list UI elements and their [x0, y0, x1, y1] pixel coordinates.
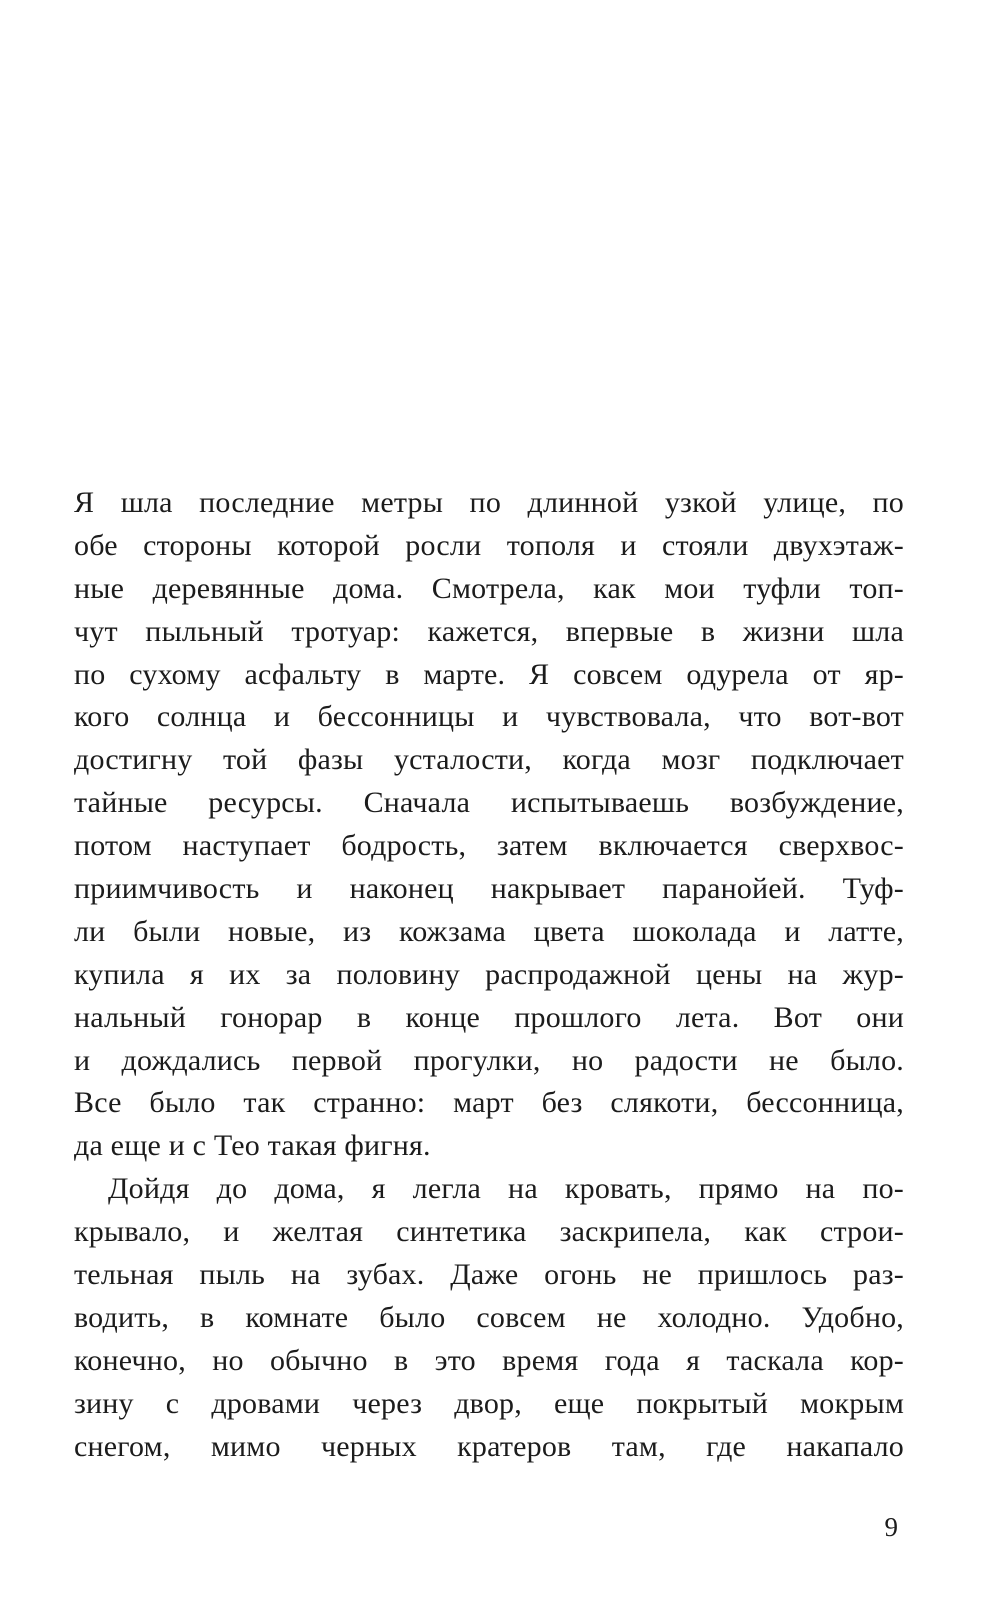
text-line: крывало, и желтая синтетика заскрипела, как строи-: [74, 1215, 904, 1249]
text-line: конечно, но обычно в это время года я таскала кор-: [74, 1343, 904, 1377]
text-line: по сухому асфальту в марте. Я совсем одурела от яр-: [74, 657, 904, 691]
page-number: 9: [884, 1512, 898, 1542]
text-line: купила я их за половину распродажной цены на жур-: [74, 957, 904, 991]
text-line: потом наступает бодрость, затем включается сверхвос-: [74, 829, 904, 863]
text-line: ные деревянные дома. Смотрела, как мои туфли топ-: [74, 571, 904, 605]
text-line: чут пыльный тротуар: кажется, впервые в жизни шла: [74, 614, 904, 648]
text-line: и дождались первой прогулки, но радости не было.: [74, 1043, 904, 1077]
text-line: тельная пыль на зубах. Даже огонь не пришлось раз-: [74, 1258, 904, 1292]
text-line: кого солнца и бессонницы и чувствовала, что вот-вот: [74, 700, 904, 734]
text-line: Дойдя до дома, я легла на кровать, прямо на по-: [108, 1172, 904, 1206]
text-line: да еще и с Тео такая фигня.: [74, 1129, 431, 1163]
text-line: зину с дровами через двор, еще покрытый мокрым: [74, 1386, 904, 1420]
text-line: нальный гонорар в конце прошлого лета. Вот они: [74, 1000, 904, 1034]
body-text: [74, 482, 904, 1468]
text-line: достигну той фазы усталости, когда мозг подключает: [74, 743, 904, 777]
text-line: обе стороны которой росли тополя и стояли двухэтаж-: [74, 528, 904, 562]
text-line: приимчивость и наконец накрывает паранойей. Туф-: [74, 872, 904, 906]
text-line: Я шла последние метры по длинной узкой улице, по: [74, 486, 904, 519]
text-line: Все было так странно: март без слякоти, бессонница,: [74, 1086, 904, 1120]
text-line: снегом, мимо черных кратеров там, где накапало: [74, 1429, 904, 1463]
text-line: ли были новые, из кожзама цвета шоколада и латте,: [74, 914, 904, 948]
text-line: водить, в комнате было совсем не холодно. Удобно,: [74, 1300, 904, 1334]
text-line: тайные ресурсы. Сначала испытываешь возбуждение,: [74, 786, 904, 820]
